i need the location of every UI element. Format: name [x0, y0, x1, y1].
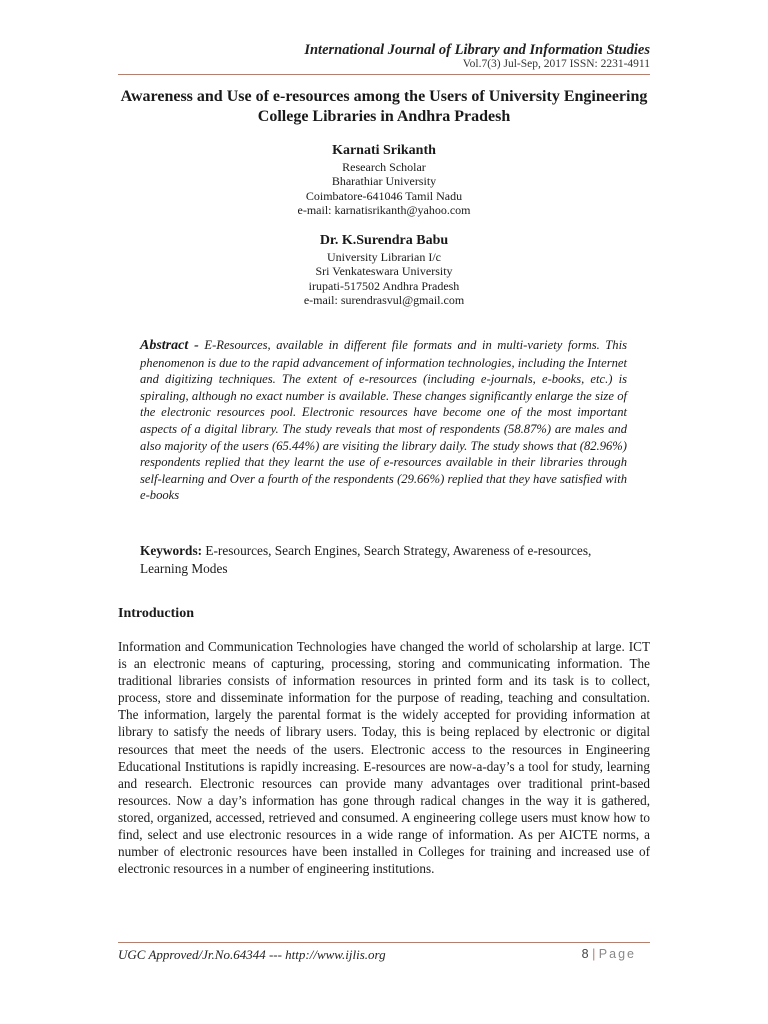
- abstract: [140, 337, 627, 504]
- page-number-value: 8: [581, 947, 589, 961]
- abstract-text: E-Resources, available in different file formats and in multi-variety forms. This phenomenon is due to the rapid advancement of information technologies, including the Internet and digitizing techniques. The extent of e-resources (including e-journals, e-books, etc.) is spiraling, although no exact number is available. These changes significantly enlarge the size of the electronic resources pool. Electronic resources have become one of the most important aspects of a digital library. The study reveals that most of respondents (58.87%) are males and also majority of the users (65.44%) are visiting the library daily. The study shows that (82.96%) respondents replied that they learnt the use of e-resources available in their libraries through self-learning and Over a fourth of the respondents (29.66%) replied that they have satisfied with e-books: [140, 338, 627, 503]
- author-affiliation-line: irupati-517502 Andhra Pradesh: [308, 278, 460, 293]
- page-label: Page: [598, 947, 636, 961]
- author-affiliation-line: Coimbatore-641046 Tamil Nadu: [305, 188, 463, 203]
- introduction-paragraph: Information and Communication Technologies have changed the world of scholarship at large. ICT is an electronic means of capturing, processing, storing and communicating information. The traditional libraries consists of information resources in printed form and its task is to collect, process, store and disseminate information for the purpose of reading, teaching and consultation. The information, largely the parental format is the widely accepted for providing information at library to satisfy the needs of library users. Today, this is being replaced by electronic or digital resources that meet the needs of the users. Electronic access to the resources in Engineering Educational Institutions is rapidly increasing. E-resources are now-a-day’s a tool for study, learning and research. Electronic resources can provide many advantages over traditional print-based resources. Now a day’s information has gone through radical changes in the way it is gathered, stored, organized, accessed, retrieved and consumed. A engineering college users must know how to find, select and use electronic resources in a wide range of information. As per AICTE norms, a number of electronic resources have been installed in Colleges for training and increased use of electronic resources in a number of engineering institutions.: [118, 639, 650, 877]
- author-affiliation-line: Research Scholar: [342, 160, 426, 174]
- paper-title: Awareness and Use of e-resources among the Users of University Engineering College Libraries in Andhra Pradesh: [120, 88, 648, 125]
- author-email: e-mail: karnatisrikanth@yahoo.com: [297, 202, 471, 217]
- author-block-2: [118, 232, 650, 307]
- author-email: e-mail: surendrasvul@gmail.com: [303, 292, 465, 307]
- keywords-text: E-resources, Search Engines, Search Strategy, Awareness of e-resources, Learning Modes: [140, 543, 592, 576]
- author-affiliation-line: University Librarian I/c: [327, 250, 441, 264]
- page-number: [582, 947, 636, 961]
- footer-rule: [118, 942, 650, 943]
- keywords: [140, 542, 640, 577]
- page-separator: |: [592, 947, 596, 961]
- abstract-label: Abstract -: [140, 338, 199, 353]
- keywords-label: Keywords:: [140, 543, 203, 558]
- volume-issn: Vol.7(3) Jul-Sep, 2017 ISSN: 2231-4911: [462, 58, 650, 70]
- journal-title: International Journal of Library and Information Studies: [304, 42, 650, 58]
- header-rule: [118, 74, 650, 75]
- author-affiliation-line: Sri Venkateswara University: [315, 264, 453, 279]
- author-name: Dr. K.Surendra Babu: [319, 233, 449, 248]
- section-heading-introduction: Introduction: [118, 606, 194, 621]
- author-block-1: [118, 142, 650, 217]
- author-name: Karnati Srikanth: [332, 143, 436, 158]
- author-affiliation-line: Bharathiar University: [331, 174, 437, 189]
- footer-citation: UGC Approved/Jr.No.64344 --- http://www.ijlis.org: [118, 947, 386, 962]
